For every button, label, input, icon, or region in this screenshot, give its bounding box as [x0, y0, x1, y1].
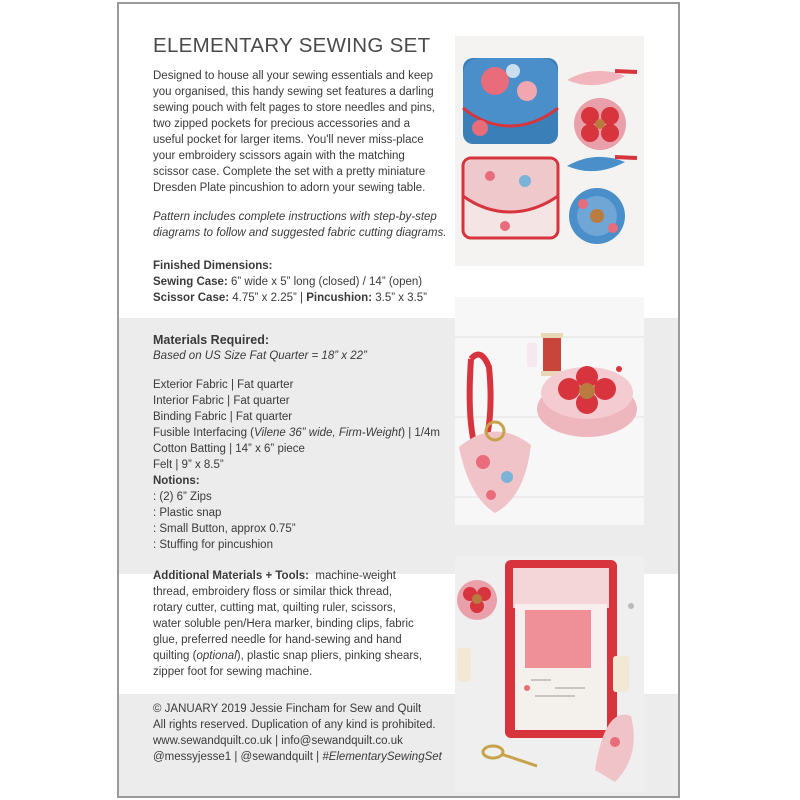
intro-paragraph: Designed to house all your sewing essentials and keep you organised, this handy sewing set features a darling sewing pouch with felt pages to store needles and pins, two zipped pockets for precious accessories and a useful pocket for larger items. You'll never miss-place your embroidery scissors again with the matching scissor case. Complete the set with a pretty miniature Dresden Plate pincushion to adorn your sewing table.: [153, 70, 435, 194]
list-item: : Stuffing for pincushion: [153, 539, 273, 551]
materials-list: [153, 377, 453, 553]
footer-credits: [153, 701, 453, 765]
additional-heading: Additional Materials + Tools:: [153, 570, 310, 582]
copyright-text: © JANUARY 2019 Jessie Fincham for Sew and Quilt: [153, 703, 422, 715]
open-case-photo: [455, 556, 644, 792]
notions-heading: Notions:: [153, 475, 200, 487]
materials-header: [153, 332, 453, 364]
list-item: Binding Fabric | Fat quarter: [153, 411, 293, 423]
additional-tools: Additional Materials + Tools: machine-weight thread, embroidery floss or similar thick thread, rotary cutter, cutting mat, quilting ruler, scissors, water soluble pen/Hera marker, binding clips, fabric glue, preferred needle for hand-sewing and hand quilting (optional), plastic snap pliers, pinking shears, zipper foot for sewing machine.: [153, 570, 423, 678]
fat-quarter-basis: Based on US Size Fat Quarter = 18” x 22”: [153, 350, 367, 362]
list-item: Fusible Interfacing (Vilene 36” wide, Firm-Weight) | 1/4m: [153, 427, 440, 439]
page-title: ELEMENTARY SEWING SET: [153, 34, 431, 57]
list-item: Cotton Batting | 14” x 6” piece: [153, 443, 305, 455]
list-item: Interior Fabric | Fat quarter: [153, 395, 290, 407]
list-item: : (2) 6” Zips: [153, 491, 212, 503]
finished-dimensions: Finished Dimensions: Sewing Case: 6” wide x 5” long (closed) / 14” (open) Scissor Case: 4.75” x 2.25” | Pincushion: 3.5” x 3.5”: [153, 258, 453, 306]
dimensions-heading: Finished Dimensions:: [153, 260, 273, 272]
scissor-case-photo: [455, 297, 644, 525]
materials-heading: Materials Required:: [153, 333, 270, 347]
list-item: : Small Button, approx 0.75”: [153, 523, 296, 535]
list-item: Felt | 9” x 8.5”: [153, 459, 224, 471]
pattern-sheet: [117, 2, 680, 798]
rights-text: All rights reserved. Duplication of any kind is prohibited.: [153, 719, 436, 731]
sewing-set-photo: [455, 36, 644, 266]
social-handles[interactable]: @messyjesse1 | @sewandquilt | #ElementarySewingSet: [153, 751, 442, 763]
pattern-note: Pattern includes complete instructions with step-by-step diagrams to follow and suggested fabric cutting diagrams.: [153, 211, 447, 239]
list-item: : Plastic snap: [153, 507, 222, 519]
list-item: Exterior Fabric | Fat quarter: [153, 379, 294, 391]
contact-links[interactable]: www.sewandquilt.co.uk | info@sewandquilt.co.uk: [153, 735, 403, 747]
